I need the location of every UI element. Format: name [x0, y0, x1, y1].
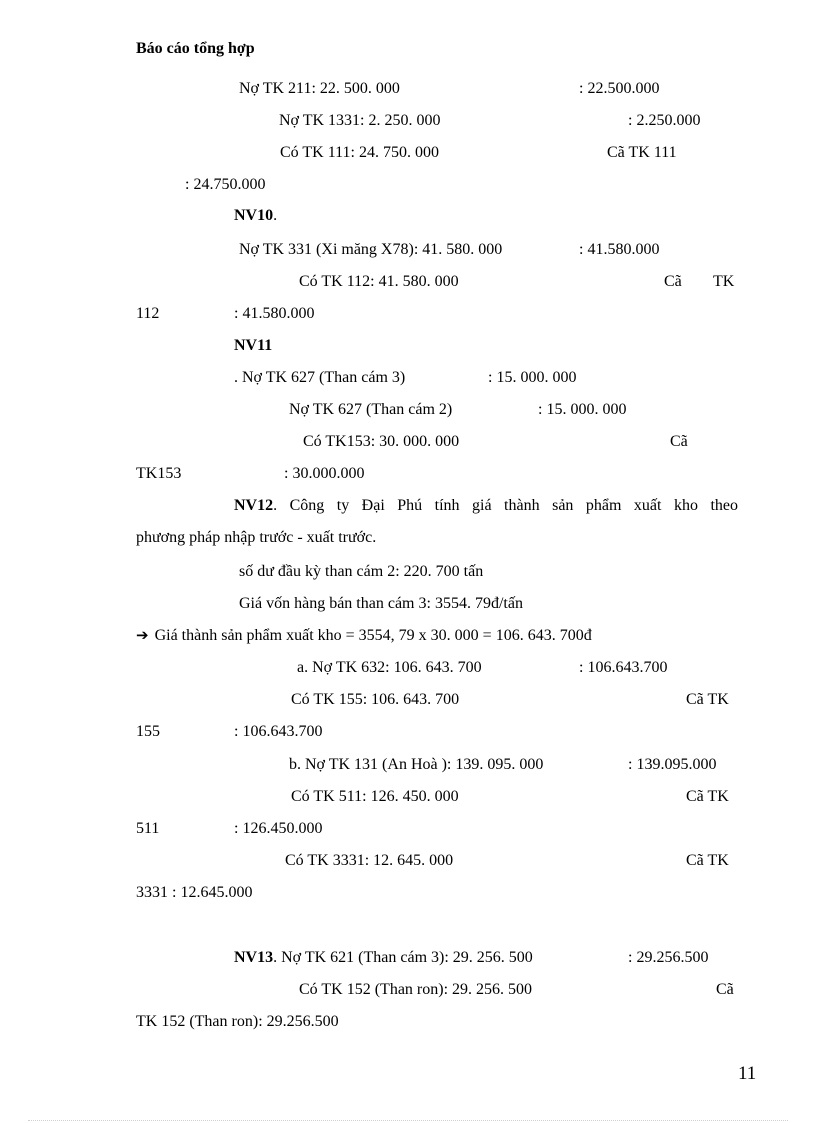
- entry-line: TK 152 (Than ron): 29.256.500: [136, 1013, 339, 1030]
- entry-account: Cã TK: [686, 852, 729, 869]
- entry-amount: : 106.643.700: [579, 659, 668, 676]
- page-divider: [28, 1120, 788, 1121]
- entry-line: Nợ TK 211: 22. 500. 000: [239, 80, 400, 97]
- entry-account: Cã TK: [686, 788, 729, 805]
- section-heading-nv11: NV11: [234, 337, 273, 354]
- entry-line: . Nợ TK 627 (Than cám 3): [234, 369, 406, 386]
- entry-line: Nợ TK 627 (Than cám 2): [289, 401, 453, 418]
- entry-amount: : 29.256.500: [628, 949, 709, 966]
- entry-line: Có TK 152 (Than ron): 29. 256. 500: [299, 981, 533, 998]
- entry-amount: : 41.580.000: [234, 305, 315, 322]
- entry-account: Cã TK 111: [607, 144, 677, 161]
- entry-amount: : 41.580.000: [579, 241, 660, 258]
- paragraph-line: phương pháp nhập trước - xuất trước.: [136, 529, 377, 546]
- entry-account: Cã: [716, 981, 734, 998]
- entry-line: Nợ TK 1331: 2. 250. 000: [279, 112, 441, 129]
- entry-line: Nợ TK 331 (Xi măng X78): 41. 580. 000: [239, 241, 503, 258]
- entry-line: Có TK 3331: 12. 645. 000: [285, 852, 454, 869]
- entry-account: Cã: [670, 433, 688, 450]
- section-heading-nv13: NV13. Nợ TK 621 (Than cám 3): 29. 256. 500: [234, 949, 533, 966]
- entry-line: b. Nợ TK 131 (An Hoà ): 139. 095. 000: [289, 756, 544, 773]
- entry-line: Có TK153: 30. 000. 000: [303, 433, 460, 450]
- arrow-icon: ➔: [136, 626, 149, 644]
- result-line: ➔ Giá thành sản phẩm xuất kho = 3554, 79 x 30. 000 = 106. 643. 700đ: [136, 626, 592, 644]
- entry-line: Có TK 511: 126. 450. 000: [291, 788, 459, 805]
- paragraph-line: số dư đầu kỳ than cám 2: 220. 700 tấn: [239, 563, 484, 580]
- section-heading-nv12: NV12. Công ty Đại Phú tính giá thành sản phẩm xuất kho theo: [234, 497, 738, 514]
- entry-line: Có TK 155: 106. 643. 700: [291, 691, 460, 708]
- entry-account: TK: [713, 273, 735, 290]
- entry-account: Cã: [664, 273, 682, 290]
- section-heading-nv10: NV10.: [234, 207, 278, 224]
- entry-amount: : 106.643.700: [234, 723, 323, 740]
- entry-amount: : 15. 000. 000: [538, 401, 627, 418]
- entry-line: Có TK 112: 41. 580. 000: [299, 273, 459, 290]
- entry-account: TK153: [136, 465, 182, 482]
- entry-amount: : 139.095.000: [628, 756, 717, 773]
- entry-amount: : 30.000.000: [284, 465, 365, 482]
- entry-line: Có TK 111: 24. 750. 000: [280, 144, 439, 161]
- entry-line: a. Nợ TK 632: 106. 643. 700: [297, 659, 482, 676]
- entry-amount: : 15. 000. 000: [488, 369, 577, 386]
- entry-account: 511: [136, 820, 160, 837]
- entry-amount: : 22.500.000: [579, 80, 660, 97]
- page-header: Báo cáo tổng hợp: [136, 40, 255, 57]
- entry-account: 112: [136, 305, 160, 322]
- entry-account: Cã TK: [686, 691, 729, 708]
- entry-amount: : 24.750.000: [185, 176, 266, 193]
- paragraph-line: Giá vốn hàng bán than cám 3: 3554. 79đ/tấn: [239, 595, 523, 612]
- entry-account: 155: [136, 723, 160, 740]
- entry-amount: : 126.450.000: [234, 820, 323, 837]
- entry-amount: : 2.250.000: [628, 112, 701, 129]
- page-number: 11: [738, 1063, 757, 1084]
- entry-amount: 3331 : 12.645.000: [136, 884, 253, 901]
